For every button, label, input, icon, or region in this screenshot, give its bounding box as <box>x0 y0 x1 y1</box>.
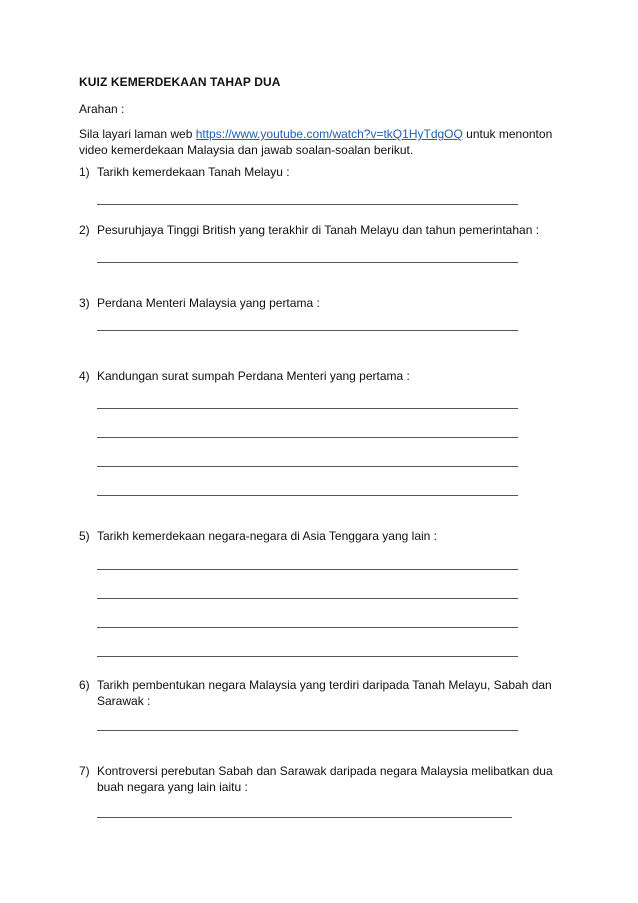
question-text: Tarikh kemerdekaan negara-negara di Asia Tenggara yang lain : <box>97 529 437 543</box>
question-number: 1) <box>79 165 90 179</box>
answer-line[interactable] <box>97 656 518 657</box>
question-text: Tarikh kemerdekaan Tanah Melayu : <box>97 165 290 179</box>
question-number: 2) <box>79 223 90 237</box>
question-number: 7) <box>79 764 90 778</box>
answer-line[interactable] <box>97 495 518 496</box>
instruction-text <box>79 126 559 158</box>
question-text: Pesuruhjaya Tinggi British yang terakhir di Tanah Melayu dan tahun pemerintahan : <box>97 223 540 237</box>
answer-line[interactable] <box>97 262 518 263</box>
question-3 <box>79 295 559 311</box>
question-6 <box>79 677 559 709</box>
question-text: Tarikh pembentukan negara Malaysia yang terdiri daripada Tanah Melayu, Sabah dan Sarawak : <box>97 678 552 708</box>
answer-line[interactable] <box>97 204 518 205</box>
answer-line[interactable] <box>97 569 518 570</box>
answer-line[interactable] <box>97 437 518 438</box>
question-number: 4) <box>79 369 90 383</box>
answer-line[interactable] <box>97 408 518 409</box>
answer-line[interactable] <box>97 598 518 599</box>
question-5 <box>79 528 559 544</box>
question-text: Kandungan surat sumpah Perdana Menteri yang pertama : <box>97 369 410 383</box>
question-number: 3) <box>79 296 90 310</box>
question-number: 6) <box>79 678 90 692</box>
instruction-after: untuk menonton video kemerdekaan Malaysia dan jawab soalan-soalan berikut. <box>79 127 553 157</box>
question-7 <box>79 763 559 795</box>
question-2 <box>79 222 559 238</box>
instruction-before: Sila layari laman web <box>79 127 196 141</box>
question-text: Perdana Menteri Malaysia yang pertama : <box>97 296 320 310</box>
question-4 <box>79 368 559 384</box>
answer-line[interactable] <box>97 730 518 731</box>
question-number: 5) <box>79 529 90 543</box>
answer-line[interactable] <box>97 466 518 467</box>
answer-line[interactable] <box>97 627 518 628</box>
answer-line[interactable] <box>97 330 518 331</box>
youtube-link[interactable]: https://www.youtube.com/watch?v=tkQ1HyTdgOQ <box>195 127 463 141</box>
document-title: KUIZ KEMERDEKAAN TAHAP DUA <box>79 75 281 89</box>
question-text: Kontroversi perebutan Sabah dan Sarawak daripada negara Malaysia melibatkan dua buah negara yang lain iaitu : <box>97 764 553 794</box>
answer-line[interactable] <box>97 817 512 818</box>
arahan-label: Arahan : <box>79 102 125 116</box>
question-1 <box>79 164 559 180</box>
